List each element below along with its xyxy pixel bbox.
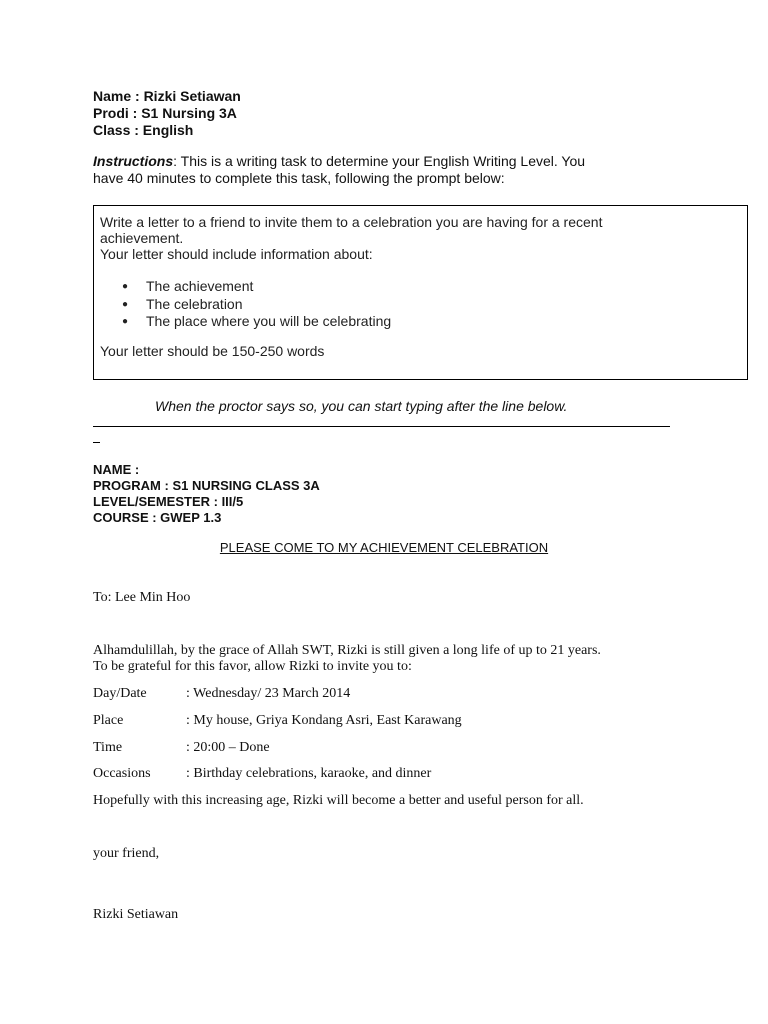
bullet-icon: ● (122, 298, 129, 310)
prompt-line1: Write a letter to a friend to invite them to a celebration you are having for a recent (100, 214, 603, 230)
detail-value-time: : 20:00 – Done (186, 740, 270, 755)
student-level: LEVEL/SEMESTER : III/5 (93, 494, 244, 509)
detail-label-time: Time (93, 740, 123, 755)
prompt-bullet-list (100, 278, 391, 331)
student-course: COURSE : GWEP 1.3 (93, 510, 222, 525)
typing-divider-line (93, 426, 670, 427)
header-name: Name : Rizki Setiawan (93, 88, 241, 104)
prompt-line3: Your letter should include information about: (100, 246, 373, 262)
bullet-icon: ● (122, 281, 129, 292)
instructions-line2: have 40 minutes to complete this task, following the prompt below: (93, 170, 505, 186)
prompt-bullet-item: ● The achievement (100, 278, 391, 296)
instructions-line1: : This is a writing task to determine your English Writing Level. You (173, 153, 586, 169)
instructions-lead: Instructions (93, 153, 174, 169)
prompt-text (100, 214, 700, 262)
letter-intro-line1: Alhamdulillah, by the grace of Allah SWT, Rizki is still given a long life of up to 21 years. (93, 643, 601, 658)
detail-value-occasions: : Birthday celebrations, karaoke, and dinner (186, 766, 432, 781)
prompt-word-count: Your letter should be 150-250 words (100, 343, 325, 359)
detail-label-place: Place (93, 713, 124, 728)
bullet-icon: ● (122, 316, 129, 327)
letter-title: PLEASE COME TO MY ACHIEVEMENT CELEBRATION (219, 540, 549, 555)
prompt-box (93, 205, 748, 380)
detail-label-daydate: Day/Date (93, 686, 147, 701)
prompt-bullet-item: ● The celebration (100, 296, 391, 314)
student-program: PROGRAM : S1 NURSING CLASS 3A (93, 478, 320, 493)
letter-intro-line2: To be grateful for this favor, allow Rizki to invite you to: (93, 659, 412, 674)
letter-sign-off: your friend, (93, 846, 160, 861)
instructions-paragraph (93, 153, 653, 187)
prompt-bullet-item: ● The place where you will be celebrating (100, 313, 391, 331)
header-prodi: Prodi : S1 Nursing 3A (93, 105, 237, 121)
letter-recipient: To: Lee Min Hoo (93, 590, 191, 605)
typing-divider-tail (93, 442, 100, 443)
student-name: NAME : (93, 462, 140, 477)
header-class: Class : English (93, 122, 194, 138)
detail-value-daydate: : Wednesday/ 23 March 2014 (186, 686, 351, 701)
letter-signature: Rizki Setiawan (93, 907, 179, 922)
proctor-note: When the proctor says so, you can start typing after the line below. (155, 398, 568, 414)
letter-closing-line: Hopefully with this increasing age, Rizki will become a better and useful person for all. (93, 793, 584, 808)
prompt-line2: achievement. (100, 230, 184, 246)
detail-value-place: : My house, Griya Kondang Asri, East Karawang (186, 713, 462, 728)
detail-label-occasions: Occasions (93, 766, 151, 781)
